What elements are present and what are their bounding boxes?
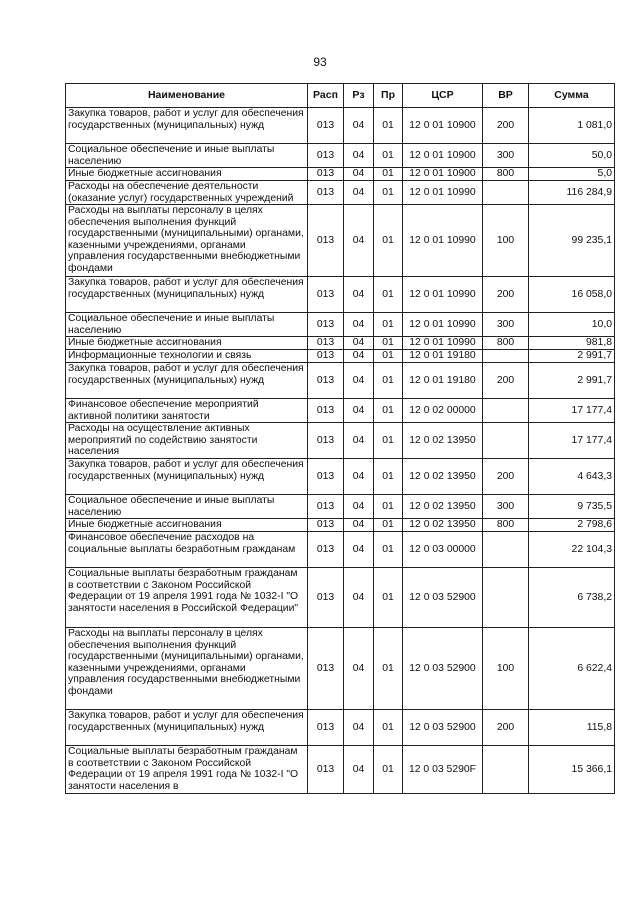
table-row [66,181,615,205]
cell-vr [483,568,529,628]
cell-pr: 01 [374,519,403,532]
table-row [66,399,615,423]
cell-rz: 04 [344,363,374,399]
cell-rasp: 013 [308,423,344,459]
cell-rasp: 013 [308,628,344,710]
cell-rasp: 013 [308,532,344,568]
table-row [66,337,615,350]
cell-csr: 12 0 03 00000 [403,532,483,568]
cell-rasp: 013 [308,568,344,628]
cell-rz: 04 [344,350,374,363]
cell-csr: 12 0 03 5290F [403,746,483,794]
cell-pr: 01 [374,350,403,363]
table-row [66,423,615,459]
cell-vr [483,181,529,205]
cell-sum: 10,0 [529,313,615,337]
cell-pr: 01 [374,181,403,205]
cell-name: Иные бюджетные ассигнования [66,519,308,532]
cell-name: Социальное обеспечение и иные выплаты населению [66,313,308,337]
cell-sum: 6 738,2 [529,568,615,628]
cell-rz: 04 [344,313,374,337]
table-row [66,628,615,710]
cell-csr: 12 0 01 10990 [403,277,483,313]
table-row [66,495,615,519]
cell-rz: 04 [344,710,374,746]
table-row [66,313,615,337]
cell-rasp: 013 [308,205,344,277]
cell-pr: 01 [374,313,403,337]
budget-table [65,83,615,794]
cell-csr: 12 0 01 10990 [403,313,483,337]
table-row [66,532,615,568]
cell-rasp: 013 [308,277,344,313]
header-vr: ВР [483,84,529,108]
cell-sum: 9 735,5 [529,495,615,519]
cell-sum: 15 366,1 [529,746,615,794]
cell-rz: 04 [344,423,374,459]
header-name: Наименование [66,84,308,108]
cell-rasp: 013 [308,144,344,168]
table-row [66,168,615,181]
cell-pr: 01 [374,144,403,168]
cell-csr: 12 0 01 19180 [403,350,483,363]
cell-name: Финансовое обеспечение мероприятий активной политики занятости [66,399,308,423]
cell-name: Иные бюджетные ассигнования [66,168,308,181]
cell-sum: 2 798,6 [529,519,615,532]
header-sum: Сумма [529,84,615,108]
cell-csr: 12 0 02 13950 [403,519,483,532]
cell-csr: 12 0 03 52900 [403,568,483,628]
cell-vr: 200 [483,710,529,746]
cell-vr [483,423,529,459]
cell-csr: 12 0 02 13950 [403,423,483,459]
cell-rz: 04 [344,181,374,205]
cell-pr: 01 [374,532,403,568]
cell-pr: 01 [374,746,403,794]
cell-sum: 115,8 [529,710,615,746]
table-row [66,108,615,144]
cell-rz: 04 [344,277,374,313]
header-rasp: Расп [308,84,344,108]
cell-name: Закупка товаров, работ и услуг для обеспечения государственных (муниципальных) нужд [66,710,308,746]
cell-csr: 12 0 03 52900 [403,710,483,746]
table-row [66,459,615,495]
cell-vr: 300 [483,495,529,519]
cell-name: Социальное обеспечение и иные выплаты населению [66,495,308,519]
cell-vr: 200 [483,363,529,399]
cell-sum: 16 058,0 [529,277,615,313]
cell-name: Социальные выплаты безработным гражданам в соответствии с Законом Российской Федерации от 19 апреля 1991 года № 1032-I "О занятости населения в [66,746,308,794]
table-row [66,277,615,313]
cell-sum: 17 177,4 [529,423,615,459]
cell-sum: 981,8 [529,337,615,350]
cell-name: Социальное обеспечение и иные выплаты населению [66,144,308,168]
cell-sum: 6 622,4 [529,628,615,710]
cell-rasp: 013 [308,108,344,144]
cell-rz: 04 [344,495,374,519]
cell-rz: 04 [344,108,374,144]
cell-rz: 04 [344,532,374,568]
cell-rz: 04 [344,459,374,495]
cell-sum: 116 284,9 [529,181,615,205]
cell-rasp: 013 [308,459,344,495]
cell-sum: 17 177,4 [529,399,615,423]
cell-vr: 100 [483,628,529,710]
cell-rasp: 013 [308,746,344,794]
table-row [66,144,615,168]
cell-sum: 4 643,3 [529,459,615,495]
cell-vr [483,746,529,794]
cell-csr: 12 0 01 10990 [403,181,483,205]
table-header-row [66,84,615,108]
cell-rasp: 013 [308,168,344,181]
cell-name: Закупка товаров, работ и услуг для обеспечения государственных (муниципальных) нужд [66,108,308,144]
cell-pr: 01 [374,568,403,628]
cell-rasp: 013 [308,399,344,423]
cell-vr [483,399,529,423]
cell-vr [483,532,529,568]
cell-rz: 04 [344,144,374,168]
cell-csr: 12 0 03 52900 [403,628,483,710]
cell-pr: 01 [374,205,403,277]
cell-name: Расходы на выплаты персоналу в целях обеспечения выполнения функций государственными (муниципальными) органами, казенными учреждениями, органами управления государственными внебюджетными фондами [66,628,308,710]
cell-csr: 12 0 01 19180 [403,363,483,399]
cell-rasp: 013 [308,313,344,337]
cell-rz: 04 [344,628,374,710]
table-row [66,363,615,399]
cell-rz: 04 [344,168,374,181]
cell-csr: 12 0 02 13950 [403,495,483,519]
cell-csr: 12 0 01 10990 [403,205,483,277]
cell-csr: 12 0 01 10990 [403,337,483,350]
cell-rz: 04 [344,205,374,277]
cell-csr: 12 0 01 10900 [403,168,483,181]
cell-rz: 04 [344,568,374,628]
cell-name: Закупка товаров, работ и услуг для обеспечения государственных (муниципальных) нужд [66,459,308,495]
cell-rasp: 013 [308,710,344,746]
cell-pr: 01 [374,108,403,144]
cell-csr: 12 0 02 13950 [403,459,483,495]
cell-pr: 01 [374,459,403,495]
cell-pr: 01 [374,337,403,350]
cell-sum: 22 104,3 [529,532,615,568]
cell-rasp: 013 [308,519,344,532]
cell-pr: 01 [374,710,403,746]
header-rz: Рз [344,84,374,108]
cell-name: Расходы на выплаты персоналу в целях обеспечения выполнения функций государственными (муниципальными) органами, казенными учреждениями, органами управления государственными внебюджетными фондами [66,205,308,277]
table-row [66,746,615,794]
cell-pr: 01 [374,363,403,399]
page-number: 93 [313,55,327,69]
cell-rasp: 013 [308,181,344,205]
cell-name: Расходы на осуществление активных мероприятий по содействию занятости населения [66,423,308,459]
cell-pr: 01 [374,495,403,519]
cell-rz: 04 [344,399,374,423]
table-row [66,568,615,628]
cell-name: Финансовое обеспечение расходов на социальные выплаты безработным гражданам [66,532,308,568]
cell-name: Закупка товаров, работ и услуг для обеспечения государственных (муниципальных) нужд [66,363,308,399]
cell-name: Иные бюджетные ассигнования [66,337,308,350]
cell-csr: 12 0 01 10900 [403,144,483,168]
cell-vr: 300 [483,144,529,168]
cell-pr: 01 [374,168,403,181]
cell-pr: 01 [374,423,403,459]
cell-sum: 2 991,7 [529,363,615,399]
cell-rasp: 013 [308,363,344,399]
header-csr: ЦСР [403,84,483,108]
cell-sum: 99 235,1 [529,205,615,277]
cell-name: Закупка товаров, работ и услуг для обеспечения государственных (муниципальных) нужд [66,277,308,313]
cell-rz: 04 [344,519,374,532]
cell-vr: 100 [483,205,529,277]
header-pr: Пр [374,84,403,108]
cell-rz: 04 [344,337,374,350]
cell-sum: 1 081,0 [529,108,615,144]
cell-name: Расходы на обеспечение деятельности (оказание услуг) государственных учреждений [66,181,308,205]
cell-pr: 01 [374,277,403,313]
table-row [66,710,615,746]
cell-pr: 01 [374,628,403,710]
cell-rasp: 013 [308,337,344,350]
cell-vr: 300 [483,313,529,337]
table-row [66,205,615,277]
cell-name: Информационные технологии и связь [66,350,308,363]
cell-name: Социальные выплаты безработным гражданам в соответствии с Законом Российской Федерации от 19 апреля 1991 года № 1032-I "О занятости населения в Российской Федерации" [66,568,308,628]
table-row [66,350,615,363]
cell-vr: 800 [483,168,529,181]
cell-vr: 800 [483,337,529,350]
cell-rasp: 013 [308,495,344,519]
cell-rasp: 013 [308,350,344,363]
table-row [66,519,615,532]
cell-vr: 200 [483,459,529,495]
cell-vr: 200 [483,277,529,313]
cell-sum: 2 991,7 [529,350,615,363]
cell-vr: 200 [483,108,529,144]
cell-sum: 50,0 [529,144,615,168]
cell-csr: 12 0 02 00000 [403,399,483,423]
cell-vr: 800 [483,519,529,532]
cell-sum: 5,0 [529,168,615,181]
cell-csr: 12 0 01 10900 [403,108,483,144]
cell-pr: 01 [374,399,403,423]
cell-rz: 04 [344,746,374,794]
cell-vr [483,350,529,363]
